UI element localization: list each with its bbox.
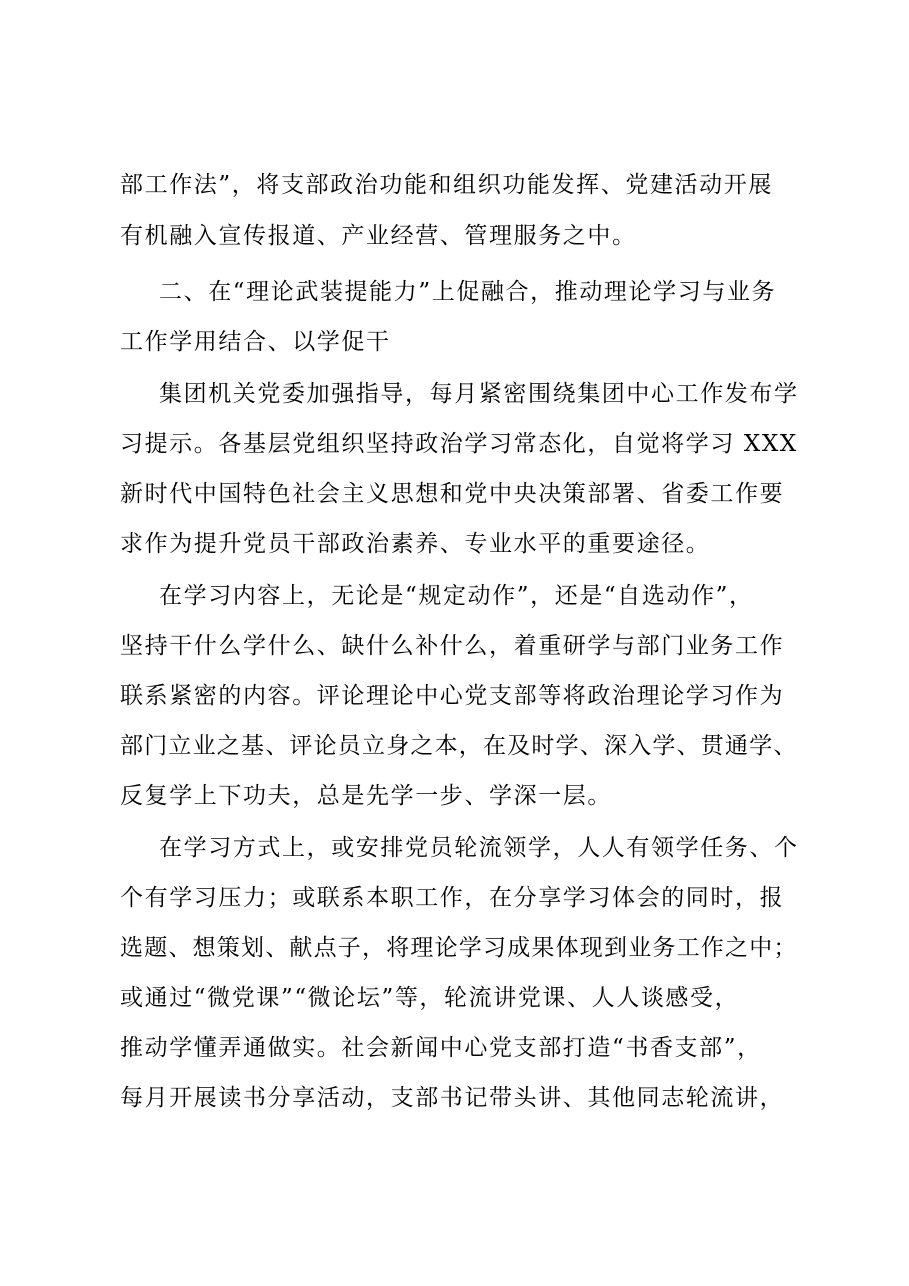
text-line: 集团机关党委加强指导，每月紧密围绕集团中心工作发布学 bbox=[159, 381, 799, 407]
text-line: 习提示。各基层党组织坚持政治学习常态化，自觉将学习 XXX bbox=[120, 431, 798, 457]
text-line: 部工作法”，将支部政治功能和组织功能发挥、党建活动开展 bbox=[120, 172, 773, 198]
text-line: 个有学习压力；或联系本职工作，在分享学习体会的同时，报 bbox=[120, 885, 785, 911]
text-line: 在学习内容上，无论是“规定动作”，还是“自选动作”， bbox=[159, 583, 754, 609]
text-line: 在学习方式上，或安排党员轮流领学，人人有领学任务、个 bbox=[159, 835, 799, 861]
section-heading-line: 工作学用结合、以学促干 bbox=[120, 329, 391, 355]
text-line: 部门立业之基、评论员立身之本，在及时学、深入学、贯通学、 bbox=[120, 733, 798, 759]
text-line: 求作为提升党员干部政治素养、专业水平的重要途径。 bbox=[120, 531, 711, 557]
text-line: 坚持干什么学什么、缺什么补什么，着重研学与部门业务工作 bbox=[120, 633, 785, 659]
text-line: 有机融入宣传报道、产业经营、管理服务之中。 bbox=[120, 223, 637, 249]
text-line: 推动学懂弄通做实。社会新闻中心党支部打造“书香支部”， bbox=[120, 1035, 762, 1061]
text-line: 联系紧密的内容。评论理论中心党支部等将政治理论学习作为 bbox=[120, 683, 785, 709]
text-line: 新时代中国特色社会主义思想和党中央决策部署、省委工作要 bbox=[120, 481, 785, 507]
text-line: 选题、想策划、献点子，将理论学习成果体现到业务工作之中； bbox=[120, 935, 798, 961]
text-line: 反复学上下功夫，总是先学一步、学深一层。 bbox=[120, 783, 612, 809]
section-heading-line: 二、在“理论武装提能力”上促融合，推动理论学习与业务 bbox=[159, 279, 777, 305]
text-line: 或通过“微党课”“微论坛”等，轮流讲党课、人人谈感受， bbox=[120, 985, 740, 1011]
text-line: 每月开展读书分享活动，支部书记带头讲、其他同志轮流讲， bbox=[120, 1085, 785, 1111]
